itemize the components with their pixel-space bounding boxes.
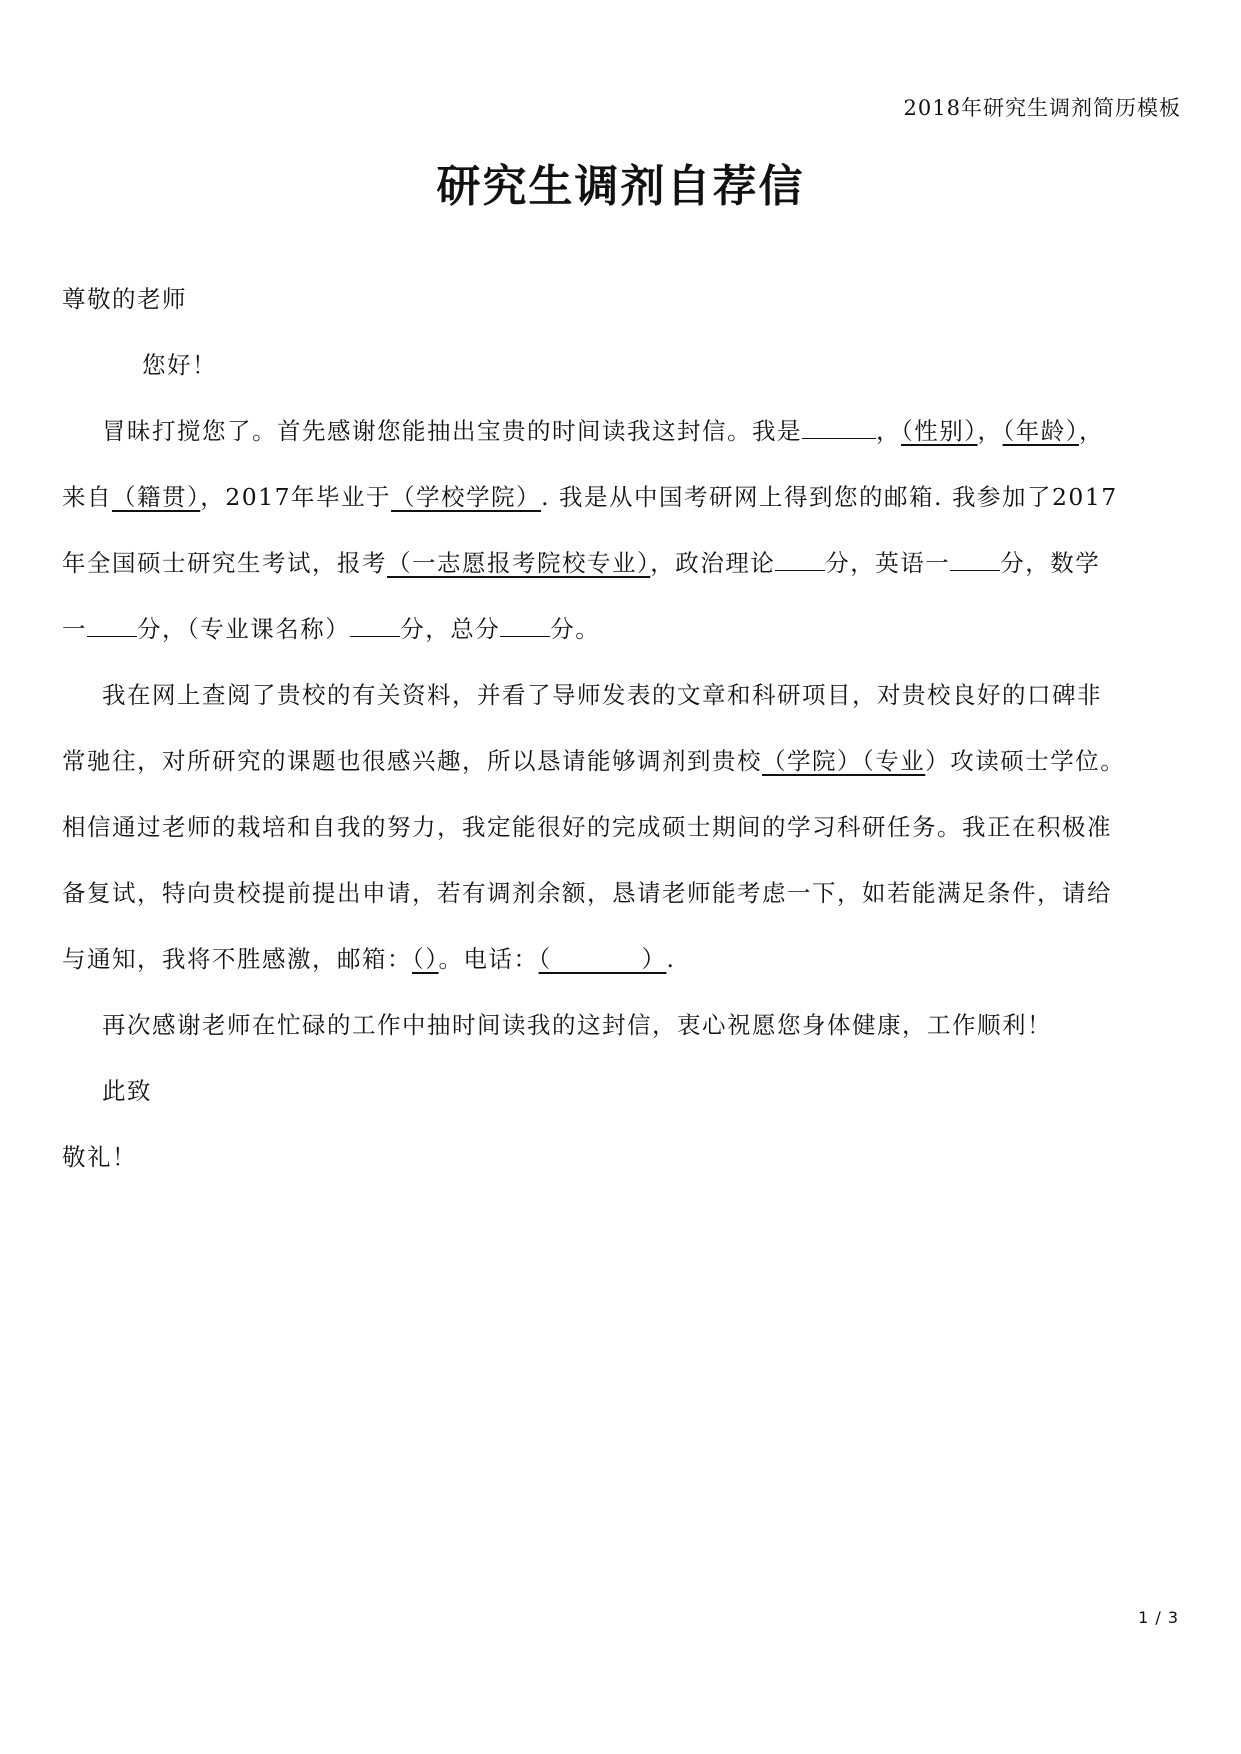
paragraph-1-line-4: 一 分，（专业课名称） 分，总分 分。 (62, 596, 1182, 662)
letter-title: 研究生调剂自荐信 (436, 161, 805, 212)
gender-field: （性别） (901, 417, 978, 445)
politics-score-blank (775, 546, 825, 571)
math-score-blank (87, 612, 137, 637)
paragraph-1-line-2: 来自（籍贯），2017年毕业于（学校学院）. 我是从中国考研网上得到您的邮箱. 我参加了2017 (62, 483, 1118, 511)
origin-field: （籍贯） (112, 483, 201, 511)
paragraph-2-line-4: 备复试，特向贵校提前提出申请，若有调剂余额，恳请老师能考虑一下，如若能满足条件，请给 (62, 879, 1112, 907)
closing-line-1: 此致 (102, 1077, 152, 1105)
paragraph-2-line-1: 我在网上查阅了贵校的有关资料，并看了导师发表的文章和科研项目，对贵校良好的口碑非 (102, 681, 1102, 709)
paragraph-2-line-5: 与通知，我将不胜感激，邮箱：（）。电话：（ ）. (62, 945, 676, 973)
paragraph-2-line-3: 相信通过老师的栽培和自我的努力，我定能很好的完成硕士期间的学习科研任务。我正在积极准 (62, 813, 1112, 841)
paragraph-1-line-1: 冒昧打搅您了。首先感谢您能抽出宝贵的时间读我这封信。我是 ，（性别），（年龄）， (62, 398, 1182, 464)
closing-line-2: 敬礼！ (62, 1143, 137, 1171)
page-number: 1 / 3 (1138, 1608, 1179, 1627)
major-field: （专业 (862, 747, 926, 775)
salutation: 尊敬的老师 (62, 285, 187, 313)
paragraph-1-line-3: 年全国硕士研究生考试，报考（一志愿报考院校专业），政治理论 分，英语一 分，数学 (62, 530, 1182, 596)
age-field: （年龄） (1002, 417, 1079, 445)
name-blank (802, 414, 876, 439)
letter-body (62, 266, 1182, 1190)
paragraph-3: 再次感谢老师在忙碌的工作中抽时间读我的这封信，衷心祝愿您身体健康，工作顺利！ (102, 1011, 1052, 1039)
english-score-blank (950, 546, 1000, 571)
school-field: （学校学院） (391, 483, 542, 511)
greeting: 您好！ (142, 351, 217, 379)
header-doc-label: 2018年研究生调剂简历模板 (903, 96, 1181, 120)
college-field: （学院） (762, 747, 862, 775)
paragraph-2-line-2: 常驰往，对所研究的课题也很感兴趣，所以恳请能够调剂到贵校（学院）（专业）攻读硕士学位。 (62, 747, 1126, 775)
major-course-score-blank (350, 612, 400, 637)
phone-field: （ ） (538, 945, 667, 973)
total-score-blank (500, 612, 550, 637)
target-field: （一志愿报考院校专业） (387, 549, 651, 577)
email-field: （） (412, 945, 439, 973)
